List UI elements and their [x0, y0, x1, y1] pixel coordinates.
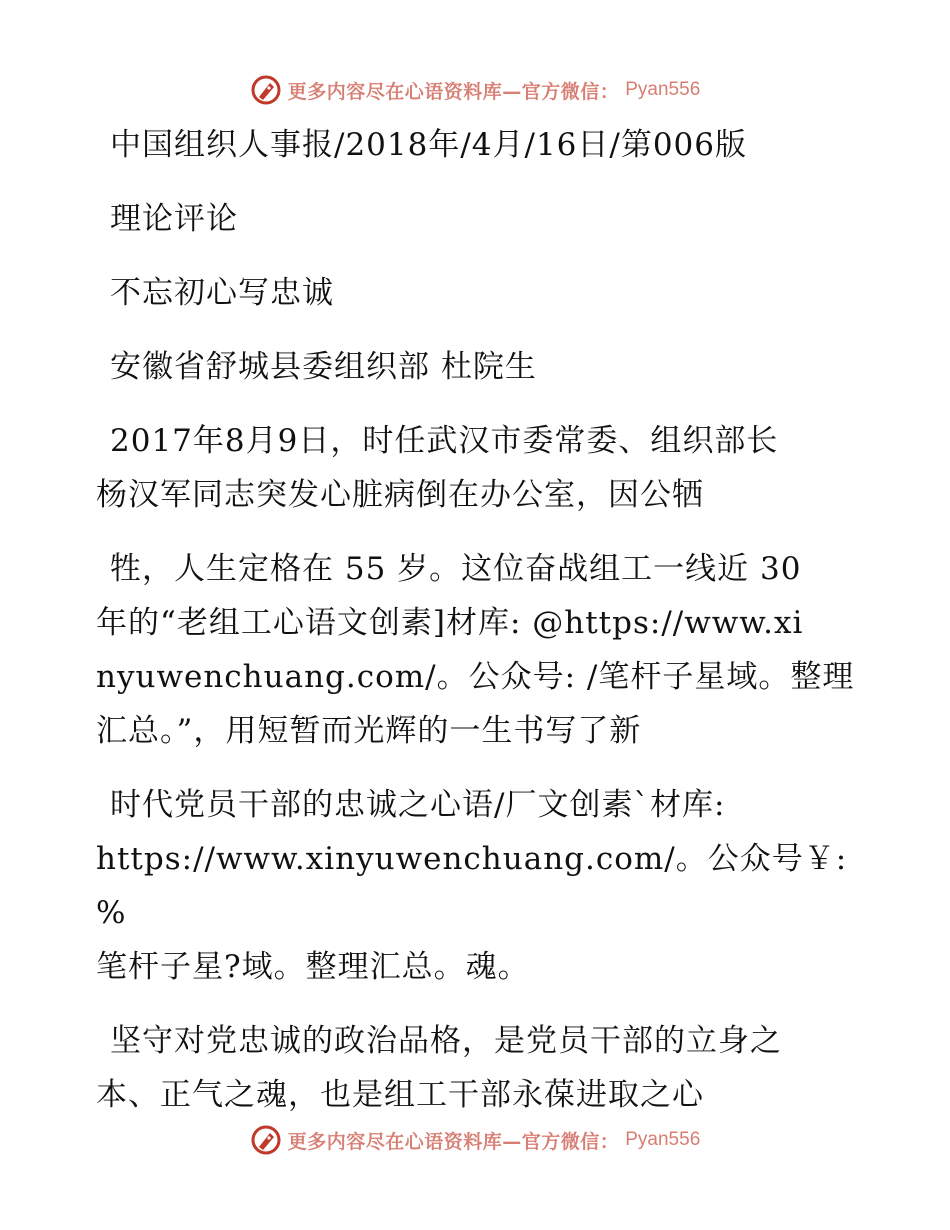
pen-nib-logo-icon — [250, 1124, 282, 1156]
document-body — [96, 118, 859, 1122]
paragraph-line: 汇总。”，用短暂而光辉的一生书写了新 — [96, 713, 642, 749]
banner-wechat-handle: Pyan556 — [625, 79, 701, 100]
source-line: 中国组织人事报/2018年/4月/16日/第006版 — [110, 127, 748, 163]
paragraph-line: 杨汉军同志突发心脏病倒在办公室，因公牺 — [96, 477, 704, 513]
paragraph-line: 牲，人生定格在 55 岁。这位奋战组工一线近 30 — [110, 551, 802, 587]
pen-nib-logo-icon — [250, 74, 282, 106]
paragraph-line: 时代党员干部的忠诚之心语/厂文创素`材库: — [110, 787, 726, 823]
paragraph-line: 本、正气之魂，也是组工干部永葆进取之心 — [96, 1077, 704, 1113]
banner-text: 更多内容尽在心语资料库—官方微信： — [287, 80, 620, 103]
article-title: 不忘初心写忠诚 — [110, 275, 334, 311]
footer-banner — [0, 1120, 950, 1160]
paragraph-line: nyuwenchuang.com/。公众号: /笔杆子星域。整理 — [96, 659, 855, 695]
banner-text: 更多内容尽在心语资料库—官方微信： — [287, 1130, 620, 1153]
paragraph-line: 2017年8月9日，时任武汉市委常委、组织部长 — [110, 423, 779, 459]
paragraph-line: 坚守对党忠诚的政治品格，是党员干部的立身之 — [110, 1023, 782, 1059]
banner-wechat-handle: Pyan556 — [625, 1129, 701, 1150]
header-banner — [0, 70, 950, 110]
paragraph-line: 笔杆子星?域。整理汇总。魂。 — [96, 949, 530, 985]
paragraph-line: https://www.xinyuwenchuang.com/。公众号￥: % — [96, 841, 859, 931]
section-label: 理论评论 — [110, 201, 238, 237]
article-author: 安徽省舒城县委组织部 杜院生 — [110, 349, 537, 385]
paragraph-line: 年的“老组工心语文创素]材库: @https://www.xi — [96, 605, 804, 641]
